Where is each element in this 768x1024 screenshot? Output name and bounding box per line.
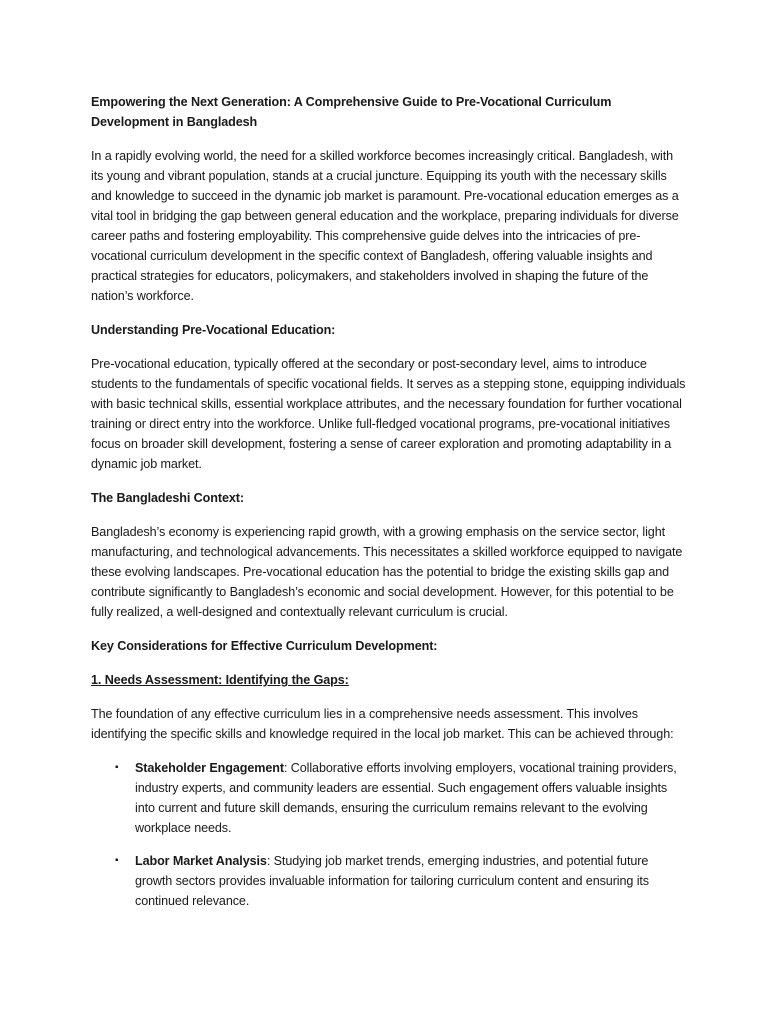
document-page (91, 92, 687, 924)
section-heading-key-considerations: Key Considerations for Effective Curriculum Development: (91, 639, 438, 653)
bullet-term: Labor Market Analysis (135, 854, 267, 868)
section-heading-understanding: Understanding Pre-Vocational Education: (91, 323, 336, 337)
intro-paragraph: In a rapidly evolving world, the need for a skilled workforce becomes increasingly critical. Bangladesh, with its young and vibrant population, stands at a crucial juncture. Equipping its youth with the necessary skills and knowledge to succeed in the dynamic job market is paramount. Pre-vocational education emerges as a vital tool in bridging the gap between general education and the workplace, preparing individuals for diverse career paths and fostering employability. This comprehensive guide delves into the intricacies of pre-vocational curriculum development in the specific context of Bangladesh, offering valuable insights and practical strategies for educators, policymakers, and stakeholders involved in shaping the future of the nation’s workforce. (91, 149, 679, 303)
list-item (91, 758, 687, 838)
bullet-marker: ▪ (115, 762, 119, 773)
bullet-text: : Collaborative efforts involving employers, vocational training providers, industry experts, and community leaders are essential. Such engagement offers valuable insights into current and future skill demands, ensuring the curriculum remains relevant to the evolving workplace needs. (135, 761, 677, 835)
bullet-term: Stakeholder Engagement (135, 761, 284, 775)
bullet-list (91, 758, 687, 911)
list-item (91, 851, 687, 911)
bullet-text: : Studying job market trends, emerging industries, and potential future growth sectors provides invaluable information for tailoring curriculum content and ensuring its continued relevance. (135, 854, 650, 908)
subheading-needs-assessment: 1. Needs Assessment: Identifying the Gaps: (91, 673, 349, 687)
paragraph-context: Bangladesh’s economy is experiencing rapid growth, with a growing emphasis on the service sector, light manufacturing, and technological advancements. This necessitates a skilled workforce equipped to navigate these evolving landscapes. Pre-vocational education has the potential to bridge the existing skills gap and contribute significantly to Bangladesh’s economic and social development. However, for this potential to be fully realized, a well-designed and contextually relevant curriculum is crucial. (91, 525, 683, 619)
paragraph-understanding: Pre-vocational education, typically offered at the secondary or post-secondary level, aims to introduce students to the fundamentals of specific vocational fields. It serves as a stepping stone, equipping individuals with basic technical skills, essential workplace attributes, and the necessary foundation for further vocational training or direct entry into the workforce. Unlike full-fledged vocational programs, pre-vocational initiatives focus on broader skill development, fostering a sense of career exploration and promoting adaptability in a dynamic job market. (91, 357, 686, 471)
paragraph-needs-assessment: The foundation of any effective curriculum lies in a comprehensive needs assessment. This involves identifying the specific skills and knowledge required in the local job market. This can be achieved through: (91, 707, 674, 741)
bullet-marker: ▪ (115, 855, 119, 866)
document-title: Empowering the Next Generation: A Comprehensive Guide to Pre-Vocational Curriculum Development in Bangladesh (91, 95, 612, 129)
section-heading-context: The Bangladeshi Context: (91, 491, 244, 505)
